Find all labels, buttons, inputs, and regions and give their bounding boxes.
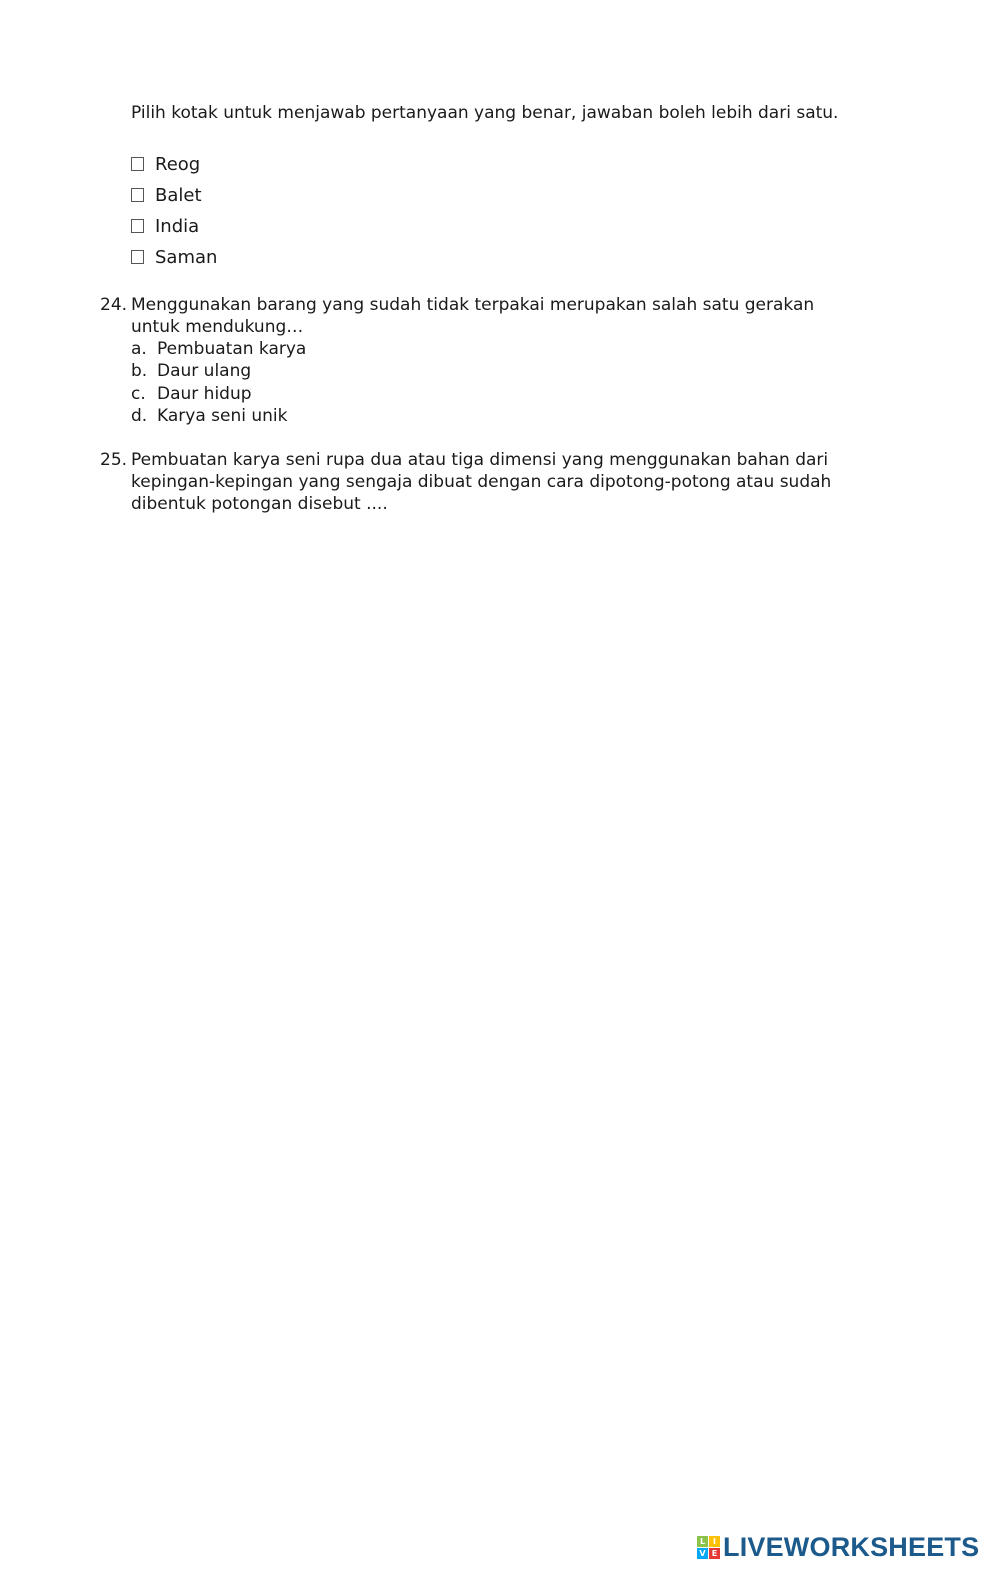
- logo-letter: L: [697, 1536, 708, 1547]
- checkbox-label: India: [155, 216, 200, 237]
- checkbox-option-india[interactable]: [131, 216, 217, 247]
- logo-letter: E: [709, 1548, 720, 1559]
- logo-letter: I: [709, 1536, 720, 1547]
- checkbox[interactable]: [131, 157, 144, 171]
- checkbox-label: Reog: [155, 154, 201, 175]
- option-text: Karya seni unik: [157, 405, 288, 426]
- question-number: 24.: [100, 295, 128, 315]
- option-letter: d.: [131, 405, 148, 426]
- liveworksheets-logo: [697, 1532, 979, 1562]
- instruction-text: Pilih kotak untuk menjawab pertanyaan yang benar, jawaban boleh lebih dari satu.: [131, 103, 839, 123]
- checkbox-option-reog[interactable]: [131, 154, 217, 185]
- option-c[interactable]: [131, 383, 840, 405]
- logo-letter: V: [697, 1548, 708, 1559]
- option-text: Daur ulang: [157, 361, 252, 382]
- option-text: Daur hidup: [157, 383, 252, 404]
- checkbox-label: Saman: [155, 247, 218, 268]
- option-letter: c.: [131, 383, 146, 404]
- logo-grid-icon: [697, 1536, 720, 1559]
- checkbox-option-balet[interactable]: [131, 185, 217, 216]
- checkbox[interactable]: [131, 188, 144, 202]
- answer-options: [131, 338, 840, 427]
- option-a[interactable]: [131, 338, 840, 360]
- option-b[interactable]: [131, 360, 840, 382]
- option-text: Pembuatan karya: [157, 339, 307, 359]
- option-letter: b.: [131, 361, 148, 382]
- checkbox-label: Balet: [155, 185, 202, 206]
- question-text: Pembuatan karya seni rupa dua atau tiga dimensi yang menggunakan bahan dari kepingan-kepingan yang sengaja dibuat dengan cara dipotong-potong atau sudah dibentuk potongan disebut ....: [131, 450, 832, 514]
- checkbox[interactable]: [131, 250, 144, 264]
- option-d[interactable]: [131, 405, 840, 427]
- question-text: Menggunakan barang yang sudah tidak terpakai merupakan salah satu gerakan untuk mendukung…: [131, 295, 815, 337]
- checkbox-option-saman[interactable]: [131, 247, 217, 278]
- logo-text: LIVEWORKSHEETS: [723, 1531, 980, 1562]
- question-25: [100, 449, 880, 515]
- checkbox-list: [131, 154, 217, 278]
- question-number: 25.: [100, 450, 128, 470]
- checkbox[interactable]: [131, 219, 144, 233]
- option-letter: a.: [131, 339, 147, 359]
- question-24: [100, 294, 840, 427]
